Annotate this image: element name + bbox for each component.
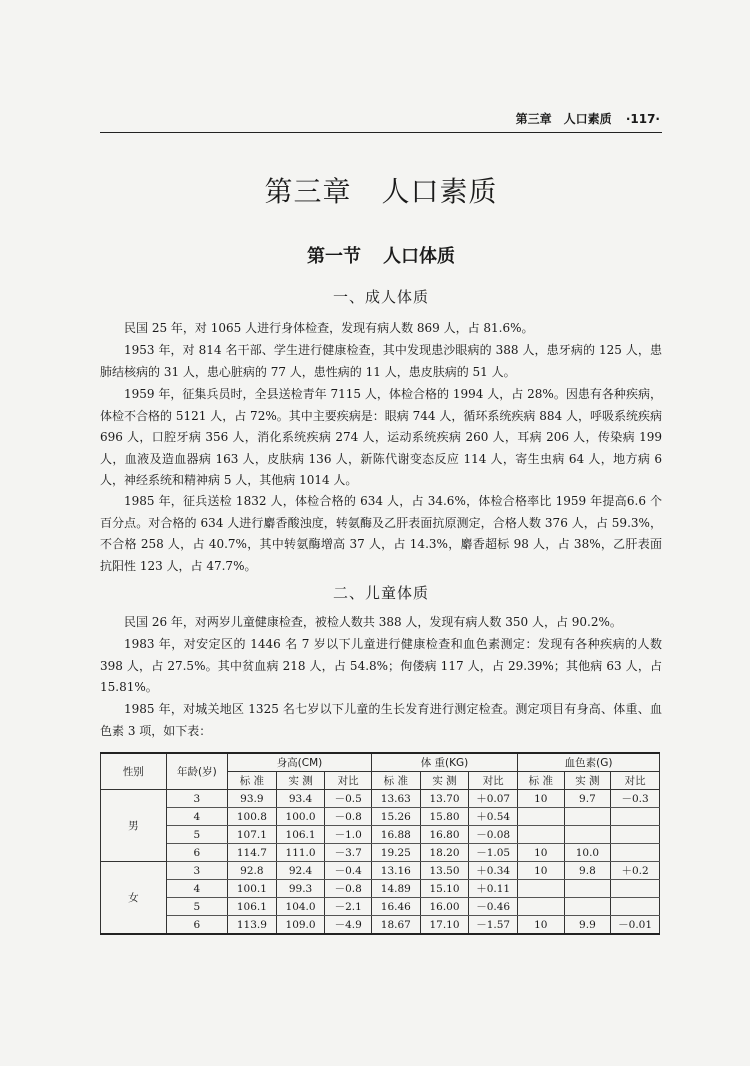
- table-cell: ＋0.07: [469, 790, 518, 808]
- table-row: [101, 808, 660, 826]
- table-cell: 100.8: [228, 808, 277, 826]
- table-cell: [518, 880, 565, 898]
- header-measured: 实 测: [276, 772, 325, 790]
- header-gender: 性别: [101, 753, 167, 790]
- age-cell: 5: [166, 898, 227, 916]
- table-cell: 15.26: [371, 808, 420, 826]
- table-cell: 15.10: [420, 880, 469, 898]
- table-cell: 93.9: [228, 790, 277, 808]
- table-cell: [518, 898, 565, 916]
- table-cell: 15.80: [420, 808, 469, 826]
- age-cell: 4: [166, 880, 227, 898]
- table-cell: 13.16: [371, 862, 420, 880]
- section-name: 人口体质: [383, 246, 455, 267]
- table-cell: 111.0: [276, 844, 325, 862]
- header-hemoglobin: 血色素(G): [518, 753, 660, 772]
- table-cell: 18.20: [420, 844, 469, 862]
- section-number: 第一节: [307, 246, 361, 267]
- table-cell: ＋0.11: [469, 880, 518, 898]
- table-cell: 13.63: [371, 790, 420, 808]
- table-row: [101, 790, 660, 808]
- table-cell: 100.1: [228, 880, 277, 898]
- header-age: 年龄(岁): [166, 753, 227, 790]
- age-cell: 5: [166, 826, 227, 844]
- table-cell: 100.0: [276, 808, 325, 826]
- table-row: [101, 844, 660, 862]
- age-cell: 6: [166, 916, 227, 935]
- table-cell: 13.70: [420, 790, 469, 808]
- age-cell: 6: [166, 844, 227, 862]
- table-row: [101, 898, 660, 916]
- table-cell: 93.4: [276, 790, 325, 808]
- table-cell: －1.0: [325, 826, 372, 844]
- table-cell: －0.46: [469, 898, 518, 916]
- gender-cell: 男: [101, 790, 167, 862]
- header-measured: 实 测: [564, 772, 611, 790]
- table-cell: 109.0: [276, 916, 325, 935]
- header-compare: 对比: [325, 772, 372, 790]
- table-cell: －0.01: [611, 916, 660, 935]
- table-cell: －0.8: [325, 808, 372, 826]
- table-cell: [611, 826, 660, 844]
- age-cell: 3: [166, 862, 227, 880]
- paragraph: 民国 26 年，对两岁儿童健康检查，被检人数共 388 人，发现有病人数 350 人，占 90.2%。: [124, 615, 622, 629]
- table-cell: －1.05: [469, 844, 518, 862]
- header-height: 身高(CM): [228, 753, 372, 772]
- table-cell: [518, 826, 565, 844]
- table-cell: ＋0.2: [611, 862, 660, 880]
- header-standard: 标 准: [228, 772, 277, 790]
- paragraph: 1959 年，征集兵员时，全县送检青年 7115 人，体检合格的 1994 人，占 28%。因患有各种疾病，体检不合格的 5121 人，占 72%。其中主要疾病是：眼病 744 人，循环系统疾病 884 人，呼吸系统疾病 696 人，口腔牙病 356 人，消化系统疾病 274 人，运动系统疾病 260 人，耳病 206 人，传染病 199 人，血液及造血器病 163 人，皮肤病 136 人，新陈代谢变态反应 114 人，寄生虫病 64 人，地方病 6 人，神经系统和精神病 5 人，其他病 1014 人。: [100, 387, 662, 487]
- growth-table: [100, 752, 660, 935]
- table-row: [101, 880, 660, 898]
- table-cell: 106.1: [228, 898, 277, 916]
- table-cell: [611, 898, 660, 916]
- table-cell: 107.1: [228, 826, 277, 844]
- table-cell: 18.67: [371, 916, 420, 935]
- table-cell: 92.4: [276, 862, 325, 880]
- table-cell: 106.1: [276, 826, 325, 844]
- table-cell: 16.46: [371, 898, 420, 916]
- table-row: [101, 826, 660, 844]
- table-cell: －1.57: [469, 916, 518, 935]
- header-rule: [100, 132, 662, 133]
- table-cell: [611, 880, 660, 898]
- table-cell: －0.8: [325, 880, 372, 898]
- header-compare: 对比: [469, 772, 518, 790]
- table-cell: 16.80: [420, 826, 469, 844]
- table-cell: 10: [518, 844, 565, 862]
- table-cell: 16.00: [420, 898, 469, 916]
- header-standard: 标 准: [371, 772, 420, 790]
- header-standard: 标 准: [518, 772, 565, 790]
- table-cell: 113.9: [228, 916, 277, 935]
- section-title: [100, 242, 662, 268]
- table-cell: 9.7: [564, 790, 611, 808]
- table-cell: ＋0.54: [469, 808, 518, 826]
- table-cell: 10: [518, 862, 565, 880]
- table-row: [101, 916, 660, 935]
- table-cell: 17.10: [420, 916, 469, 935]
- header-weight: 体 重(KG): [371, 753, 517, 772]
- table-cell: [564, 826, 611, 844]
- paragraph: 1985 年，对城关地区 1325 名七岁以下儿童的生长发育进行测定检查。测定项目有身高、体重、血色素 3 项，如下表：: [100, 702, 662, 738]
- table-cell: 19.25: [371, 844, 420, 862]
- table-row: [101, 862, 660, 880]
- header-measured: 实 测: [420, 772, 469, 790]
- table-cell: 10: [518, 790, 565, 808]
- table-cell: －0.4: [325, 862, 372, 880]
- table-cell: 104.0: [276, 898, 325, 916]
- table-cell: －0.08: [469, 826, 518, 844]
- table-cell: 10.0: [564, 844, 611, 862]
- subsection-title-child: 二、儿童体质: [332, 584, 429, 602]
- table-cell: 114.7: [228, 844, 277, 862]
- age-cell: 4: [166, 808, 227, 826]
- table-cell: [518, 808, 565, 826]
- subsection-title-adult: 一、成人体质: [332, 288, 429, 306]
- table-cell: [564, 898, 611, 916]
- table-cell: [564, 880, 611, 898]
- table-cell: －4.9: [325, 916, 372, 935]
- running-head: [100, 110, 660, 127]
- paragraph: 1985 年，征兵送检 1832 人，体检合格的 634 人，占 34.6%，体检合格率比 1959 年提高6.6 个百分点。对合格的 634 人进行麝香酸浊度，转氨酶及乙肝表面抗原测定，合格人数 376 人，占 59.3%，不合格 258 人，占 40.7%，其中转氨酶增高 37 人，占 14.3%，麝香超标 98 人，占 38%，乙肝表面抗阳性 123 人，占 47.7%。: [100, 494, 662, 573]
- table-cell: －2.1: [325, 898, 372, 916]
- table-cell: 16.88: [371, 826, 420, 844]
- table-cell: [611, 808, 660, 826]
- age-cell: 3: [166, 790, 227, 808]
- chapter-title: [100, 170, 662, 210]
- gender-cell: 女: [101, 862, 167, 935]
- table-cell: 9.8: [564, 862, 611, 880]
- paragraph: 1983 年，对安定区的 1446 名 7 岁以下儿童进行健康检查和血色素测定：发现有各种疾病的人数 398 人，占 27.5%。其中贫血病 218 人，占 54.8%；佝偻病 117 人，占 29.39%；其他病 63 人，占 15.81%。: [100, 637, 662, 694]
- chapter-name: 人口素质: [381, 175, 498, 208]
- table-cell: 13.50: [420, 862, 469, 880]
- table-cell: －0.3: [611, 790, 660, 808]
- table-cell: 92.8: [228, 862, 277, 880]
- page-number: ·117·: [625, 112, 660, 126]
- running-head-chapter: 第三章 人口素质: [515, 112, 612, 126]
- paragraph: 民国 25 年，对 1065 人进行身体检查，发现有病人数 869 人，占 81.6%。: [124, 321, 534, 335]
- table-cell: ＋0.34: [469, 862, 518, 880]
- header-compare: 对比: [611, 772, 660, 790]
- table-cell: [611, 844, 660, 862]
- table-cell: 9.9: [564, 916, 611, 935]
- table-cell: －3.7: [325, 844, 372, 862]
- table-cell: 99.3: [276, 880, 325, 898]
- table-cell: －0.5: [325, 790, 372, 808]
- table-cell: 10: [518, 916, 565, 935]
- table-cell: [564, 808, 611, 826]
- table-cell: 14.89: [371, 880, 420, 898]
- paragraph: 1953 年，对 814 名干部、学生进行健康检查，其中发现患沙眼病的 388 人，患牙病的 125 人，患肺结核病的 31 人，患心脏病的 77 人，患性病的 11 人，患皮肤病的 51 人。: [100, 343, 662, 379]
- chapter-number: 第三章: [264, 175, 352, 208]
